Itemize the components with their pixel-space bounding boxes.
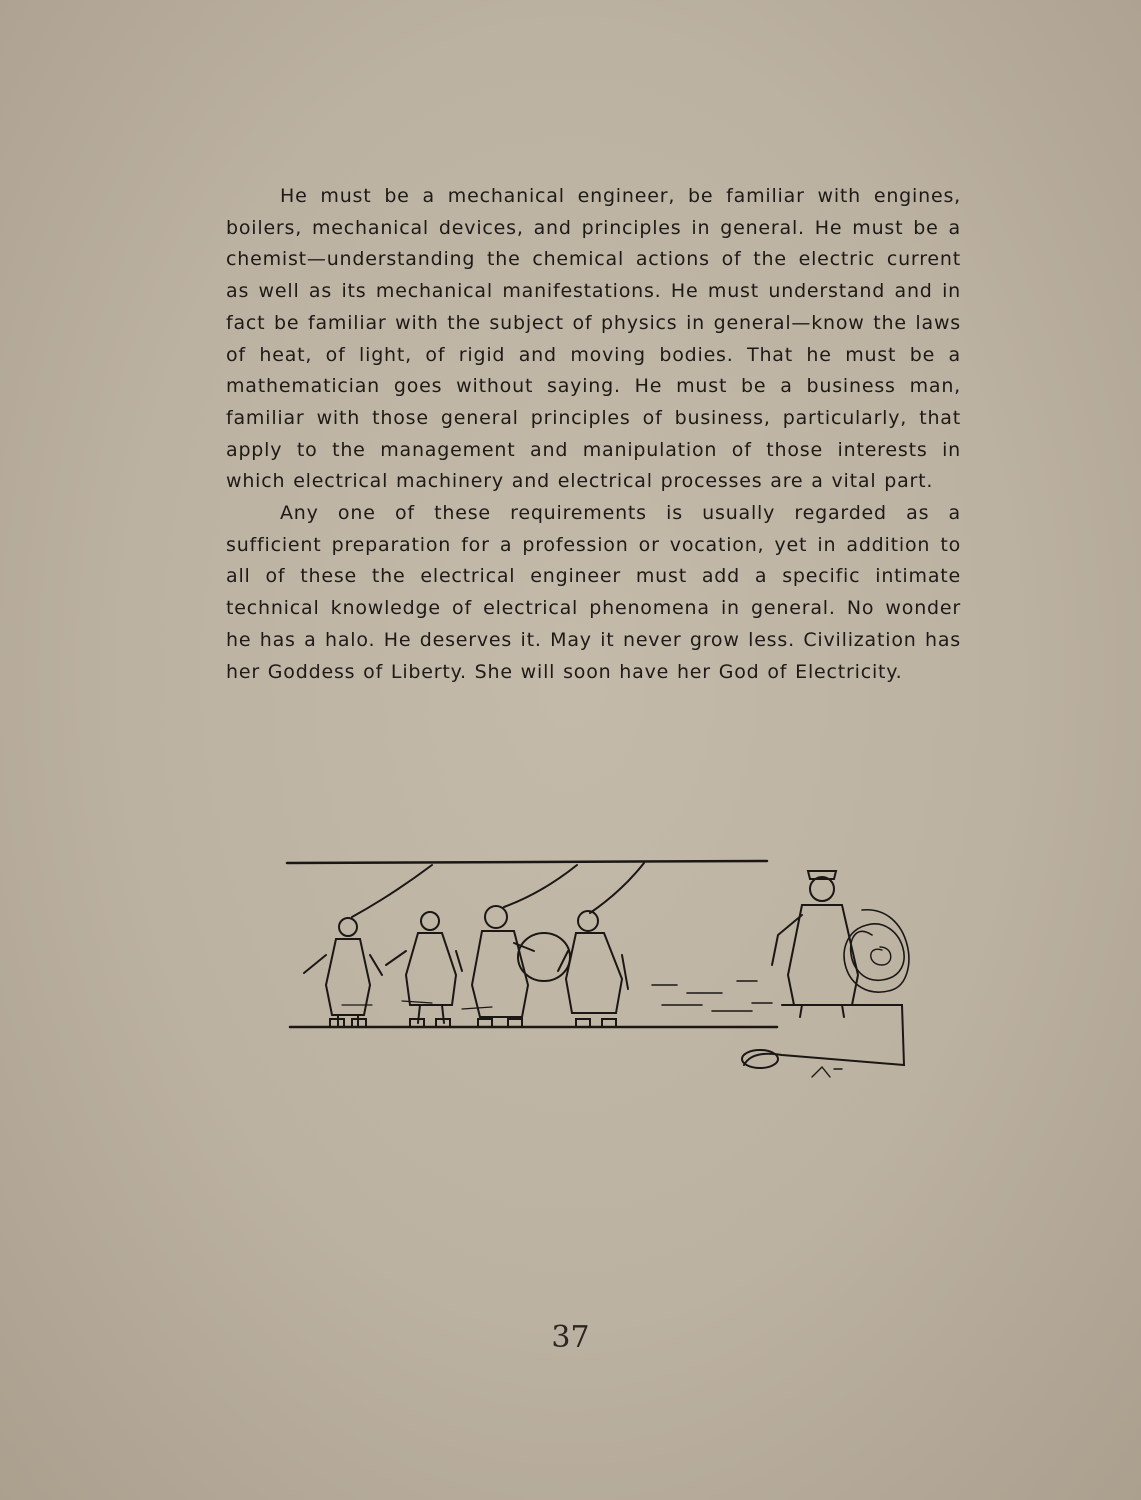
cartoon-illustration (282, 855, 912, 1085)
paragraph-1: He must be a mechanical engineer, be familiar with engines, boilers, mechanical devices, and principles in general. He must be a chemist—understanding the chemical actions of the electric current as well as its mechanical manifestations. He must understand and in fact be familiar with the subject of physics in general—know the laws of heat, of light, of rigid and moving bodies. That he must be a mathematician goes without saying. He must be a business man, familiar with those general principles of business, particularly, that apply to the management and manipulation of those interests in which electrical machinery and electrical processes are a vital part. (226, 185, 961, 493)
page-number: 37 (551, 1320, 590, 1355)
paragraph-2: Any one of these requirements is usually regarded as a sufficient preparation for a profession or vocation, yet in addition to all of these the electrical engineer must add a specific intimate technical knowledge of electrical phenomena in general. No wonder he has a halo. He deserves it. May it never grow less. Civilization has her Goddess of Liberty. She will soon have her God of Electricity. (226, 502, 961, 683)
body-text (226, 181, 961, 688)
